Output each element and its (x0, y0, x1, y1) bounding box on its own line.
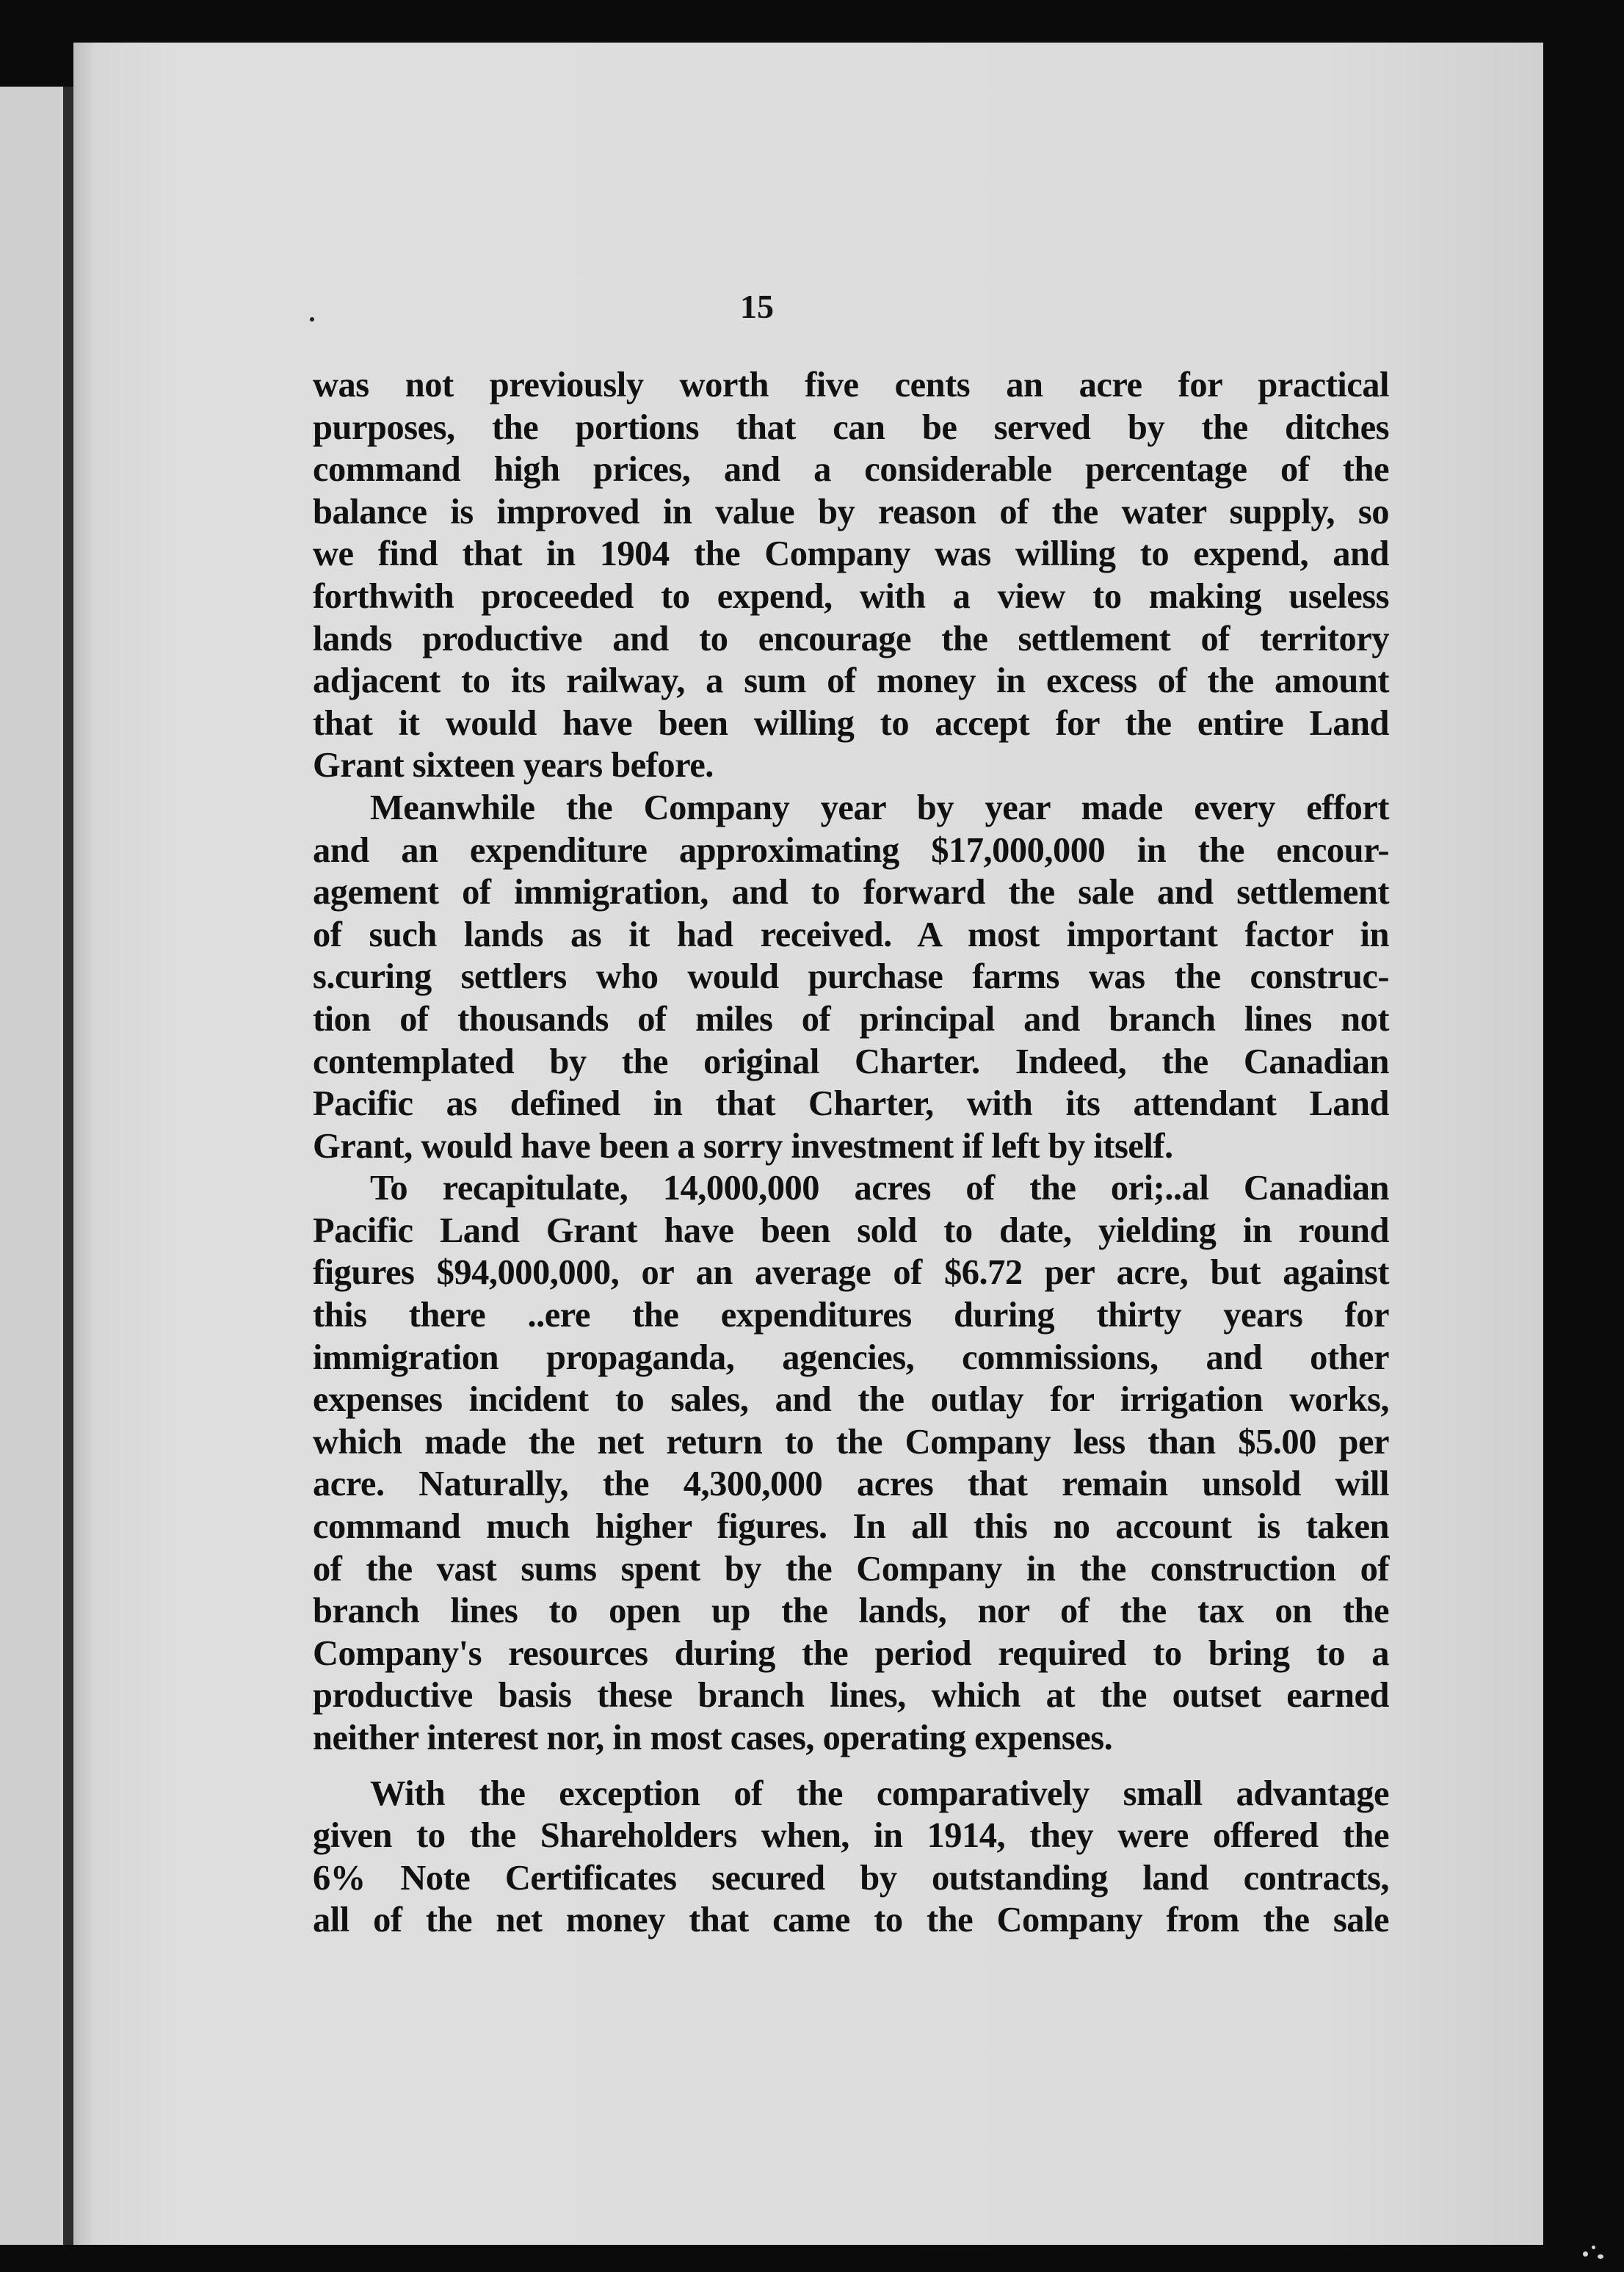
text-line: s.curing settlers who would purchase farms was the construc- (313, 957, 1389, 997)
paragraph-4 (313, 1773, 1389, 1942)
page-number: 15 (740, 288, 774, 325)
scan-specks (1580, 2243, 1609, 2265)
text-line: and an expenditure approximating $17,000,000 in the encour- (313, 830, 1389, 870)
paragraph-3 (313, 1167, 1389, 1759)
text-line: expenses incident to sales, and the outlay for irrigation works, (313, 1380, 1389, 1420)
text-line: Company's resources during the period required to bring to a (313, 1633, 1389, 1673)
text-line: Grant sixteen years before. (313, 746, 714, 785)
text-line: productive basis these branch lines, which at the outset earned (313, 1676, 1389, 1716)
paragraph-1 (313, 364, 1389, 787)
text-line: given to the Shareholders when, in 1914, they were offered the (313, 1816, 1389, 1856)
text-line: which made the net return to the Company less than $5.00 per (313, 1422, 1389, 1462)
text-line: adjacent to its railway, a sum of money in excess of the amount (313, 661, 1389, 701)
text-line: Grant, would have been a sorry investment if left by itself. (313, 1126, 1173, 1166)
text-line: acre. Naturally, the 4,300,000 acres that remain unsold will (313, 1465, 1389, 1504)
text-line: forthwith proceeded to expend, with a view to making useless (313, 576, 1389, 616)
binding-gutter (63, 87, 73, 2245)
text-line: command high prices, and a considerable percentage of the (313, 450, 1389, 490)
text-line: that it would have been willing to accept for the entire Land (313, 703, 1389, 743)
text-line: 6% Note Certificates secured by outstanding land contracts, (313, 1858, 1389, 1898)
text-line: tion of thousands of miles of principal and branch lines not (313, 999, 1389, 1039)
text-line: of such lands as it had received. A most important factor in (313, 915, 1389, 954)
text-line: Pacific as defined in that Charter, with its attendant Land (313, 1084, 1389, 1124)
text-line: agement of immigration, and to forward the sale and settlement (313, 873, 1389, 912)
text-line: all of the net money that came to the Company from the sale (313, 1901, 1389, 1940)
paragraph-2 (313, 787, 1389, 1167)
text-line: lands productive and to encourage the settlement of territory (313, 619, 1389, 658)
text-line: command much higher figures. In all this no account is taken (313, 1507, 1389, 1547)
text-line: With the exception of the comparatively small advantage (370, 1774, 1389, 1813)
text-line: of the vast sums spent by the Company in the construction of (313, 1549, 1389, 1589)
text-line: we find that in 1904 the Company was willing to expend, and (313, 534, 1389, 574)
previous-page-margin (0, 87, 72, 2245)
text-line: contemplated by the original Charter. Indeed, the Canadian (313, 1042, 1389, 1081)
document-page (73, 43, 1543, 2245)
text-line: Pacific Land Grant have been sold to date, yielding in round (313, 1211, 1389, 1250)
text-line: this there ..ere the expenditures during thirty years for (313, 1296, 1389, 1335)
text-line: balance is improved in value by reason of the water supply, so (313, 492, 1389, 531)
text-line: immigration propaganda, agencies, commissions, and other (313, 1338, 1389, 1377)
text-line: Meanwhile the Company year by year made every effort (370, 788, 1389, 827)
text-line: branch lines to open up the lands, nor of the tax on the (313, 1592, 1389, 1631)
text-line: purposes, the portions that can be served by the ditches (313, 407, 1389, 447)
text-line: To recapitulate, 14,000,000 acres of the ori;..al Canadian (370, 1169, 1389, 1208)
text-line: neither interest nor, in most cases, operating expenses. (313, 1718, 1113, 1757)
text-line: figures $94,000,000, or an average of $6.72 per acre, but against (313, 1253, 1389, 1293)
page-body (313, 364, 1389, 1942)
text-line: was not previously worth five cents an acre for practical (313, 366, 1389, 404)
